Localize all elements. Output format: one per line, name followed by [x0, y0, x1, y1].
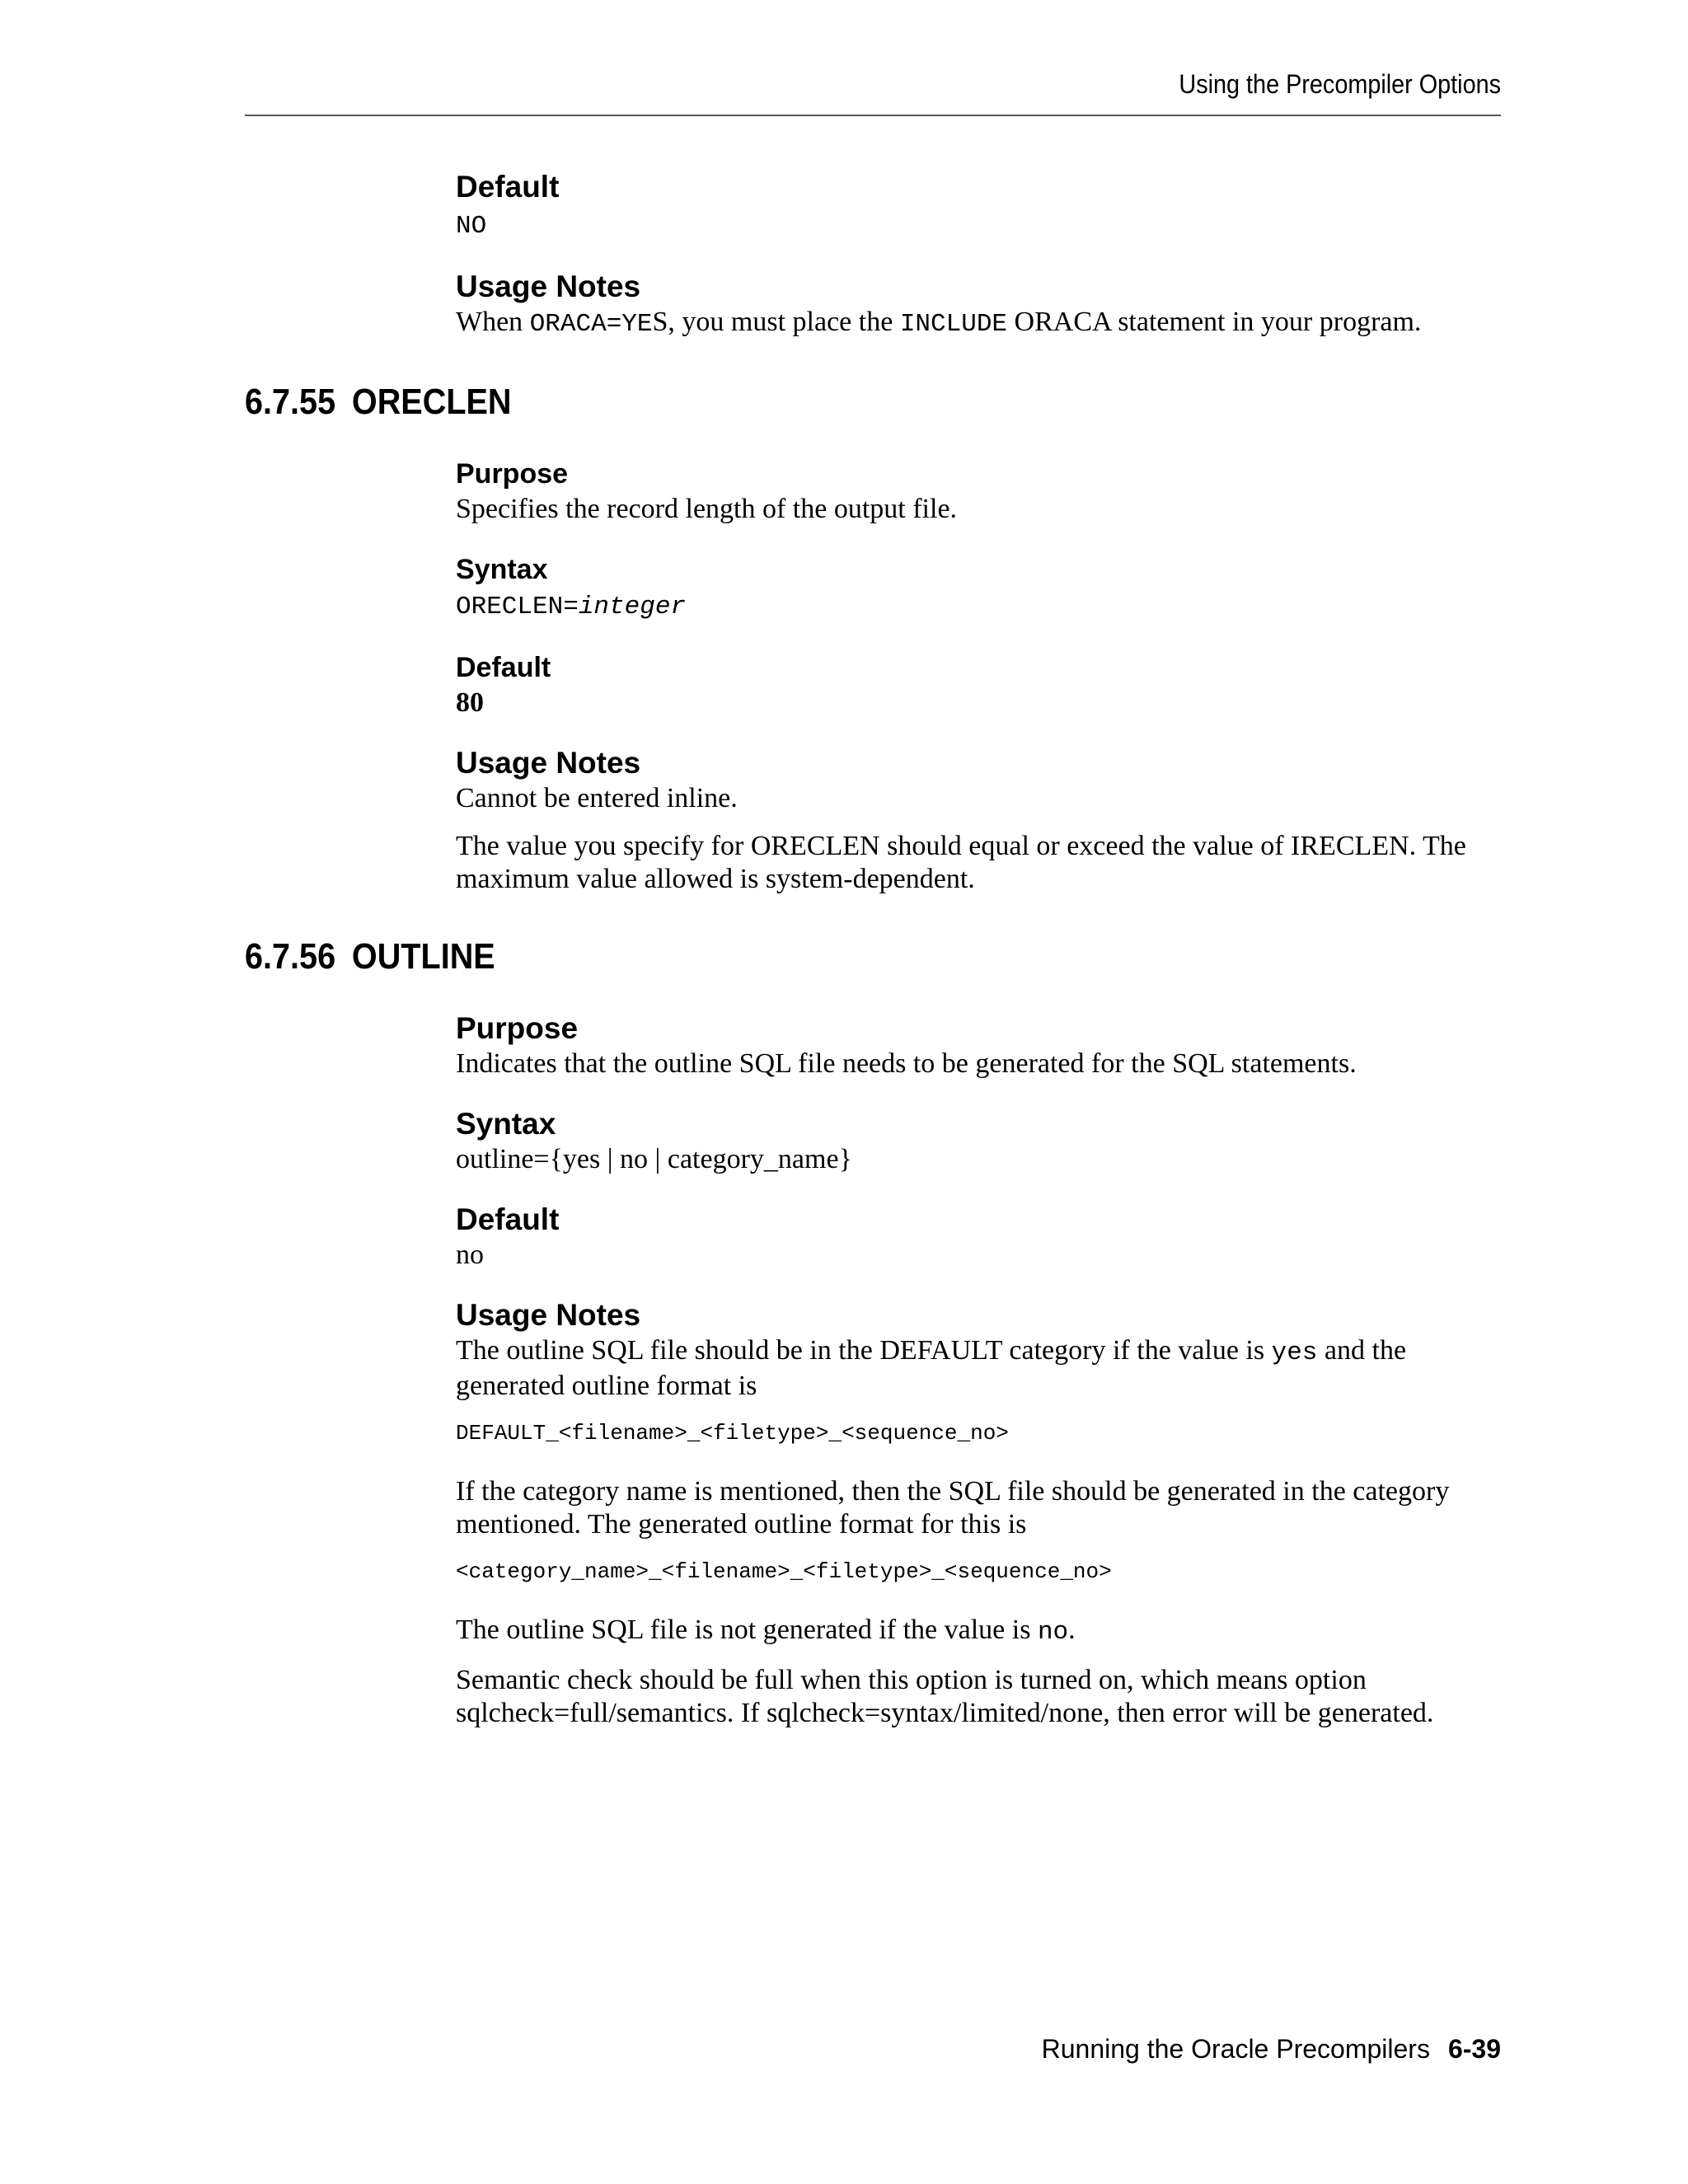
oreclen-syntax: ORECLEN=integer: [456, 593, 687, 621]
footer-chapter-title: Running the Oracle Precompilers: [1041, 2034, 1430, 2064]
outline-format-category: <category_name>_<filename>_<filetype>_<sequence_no>: [456, 1559, 1112, 1584]
header-rule: [245, 115, 1501, 116]
page-number: 6-39: [1447, 2034, 1501, 2064]
running-header: Using the Precompiler Options: [1179, 69, 1501, 99]
outline-default-value: no: [456, 1240, 484, 1270]
default-heading: Default: [456, 170, 560, 204]
outline-format-default: DEFAULT_<filename>_<filetype>_<sequence_no>: [456, 1421, 1009, 1446]
default-value: NO: [456, 212, 487, 241]
outline-purpose-heading: Purpose: [456, 1011, 579, 1045]
oreclen-usage-p2: The value you specify for ORECLEN should equal or exceed the value of IRECLEN. The maximum value allowed is system-dependent.: [456, 831, 1466, 894]
outline-usage-p2: If the category name is mentioned, then the SQL file should be generated in the category mentioned. The generated outline format for this is: [456, 1476, 1450, 1540]
outline-purpose-text: Indicates that the outline SQL file needs to be generated for the SQL statements.: [456, 1048, 1357, 1079]
outline-usage-p4: Semantic check should be full when this option is turned on, which means option sqlcheck=full/semantics. If sqlcheck=syntax/limited/none, then error will be generated.: [456, 1665, 1434, 1728]
usage-notes-text: When ORACA=YES, you must place the INCLUDE ORACA statement in your program.: [456, 307, 1422, 339]
oreclen-syntax-heading: Syntax: [456, 554, 548, 585]
outline-syntax: outline={yes | no | category_name}: [456, 1144, 852, 1174]
oreclen-usage-p1: Cannot be entered inline.: [456, 783, 738, 813]
section-heading-oreclen: 6.7.55 ORECLEN: [245, 382, 512, 422]
page-content: [245, 168, 1519, 1730]
outline-usage-p1: The outline SQL file should be in the DEFAULT category if the value is yes and the generated outline format is: [456, 1335, 1407, 1401]
oreclen-usage-heading: Usage Notes: [456, 746, 641, 780]
oreclen-purpose-heading: Purpose: [456, 458, 569, 490]
outline-usage-heading: Usage Notes: [456, 1298, 641, 1332]
section-heading-outline: 6.7.56 OUTLINE: [245, 936, 495, 977]
page-footer: [1042, 2034, 1501, 2064]
oreclen-default-heading: Default: [456, 652, 551, 683]
outline-usage-p3: The outline SQL file is not generated if the value is no.: [456, 1615, 1076, 1647]
oreclen-default-value: 80: [456, 687, 484, 718]
oreclen-purpose-text: Specifies the record length of the output file.: [456, 494, 958, 524]
outline-syntax-heading: Syntax: [456, 1107, 556, 1141]
outline-default-heading: Default: [456, 1202, 560, 1236]
usage-notes-heading: Usage Notes: [456, 269, 641, 303]
